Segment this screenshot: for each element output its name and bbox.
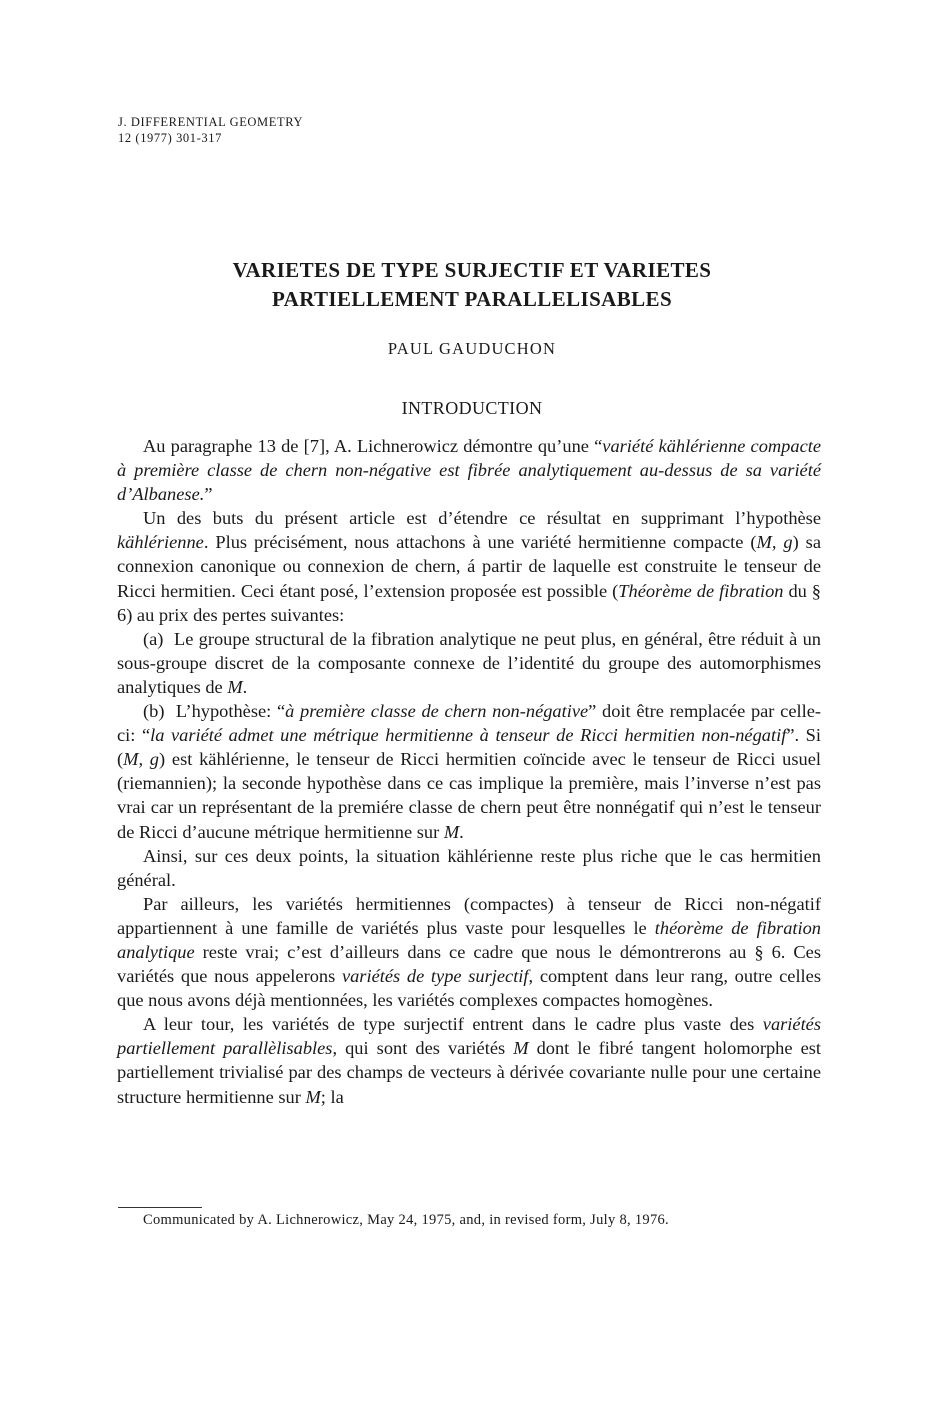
article-title — [0, 256, 944, 314]
footnote: Communicated by A. Lichnerowicz, May 24, 1975, and, in revised form, July 8, 1976. — [143, 1212, 669, 1228]
paragraph-4: Par ailleurs, les variétés hermitiennes (compactes) à tenseur de Ricci non-négatif appartiennent à une famille de variétés plus vaste pour lesquelles le théorème de fibration analytique reste vrai; c’est d’ailleurs dans ce cadre que nous le démontrerons au § 6. Ces variétés que nous appelerons variétés de type surjectif, comptent dans leur rang, outre celles que nous avons déjà mentionnées, les variétés complexes compactes homogènes. — [117, 893, 821, 1011]
title-line-2: PARTIELLEMENT PARALLELISABLES — [271, 287, 673, 311]
paragraph-5: A leur tour, les variétés de type surjectif entrent dans le cadre plus vaste des variétés partiellement parallèlisables, qui sont des variétés M dont le fibré tangent holomorphe est partiellement trivialisé par des champs de vecteurs à dérivée covariante nulle pour une certaine structure hermitienne sur M; la — [117, 1014, 821, 1107]
author-name: PAUL GAUDUCHON — [387, 339, 557, 358]
paragraph-3: Ainsi, sur ces deux points, la situation kählérienne reste plus riche que le cas hermitien général. — [117, 845, 821, 890]
item-label: (a) — [143, 628, 164, 649]
list-item-a: (a) Le groupe structural de la fibration analytique ne peut plus, en général, être réduit à un sous-groupe discret de la composante connexe de l’identité du groupe des automorphismes analytiques de M. — [117, 628, 821, 697]
journal-name: J. DIFFERENTIAL GEOMETRY — [118, 115, 304, 129]
section-heading: INTRODUCTION — [401, 398, 543, 418]
paragraph-2: Un des buts du présent article est d’étendre ce résultat en supprimant l’hypothèse kählérienne. Plus précisément, nous attachons à une variété hermitienne compacte (M, g) sa connexion canonique ou connexion de chern, á partir de laquelle est construite le tenseur de Ricci hermitien. Ceci étant posé, l’extension proposée est possible (Théorème de fibration du § 6) au prix des pertes suivantes: — [117, 508, 822, 625]
article-body — [117, 434, 821, 1109]
footnote-rule — [118, 1207, 202, 1208]
paragraph-1: Au paragraphe 13 de [7], A. Lichnerowicz démontre qu’une “variété kählérienne compacte à première classe de chern non-négative est fibrée analytiquement au-dessus de sa variété d’Albanese.” — [117, 436, 822, 505]
journal-citation: 12 (1977) 301-317 — [118, 131, 222, 145]
item-label: (b) — [143, 701, 165, 722]
list-item-b: (b) L’hypothèse: “à première classe de chern non-négative” doit être remplacée par celle-ci: “la variété admet une métrique hermitienne à tenseur de Ricci hermitien non-négatif”. Si (M, g) est kählérienne, le tenseur de Ricci hermitien coïncide avec le tenseur de Ricci usuel (riemannien); la seconde hypothèse dans ce cas implique la première, mais l’inverse n’est pas vrai car un représentant de la premiére classe de chern peut être nonnégatif qui n’est le tenseur de Ricci d’aucune métrique hermitienne sur M. — [117, 701, 821, 842]
title-line-1: VARIETES DE TYPE SURJECTIF ET VARIETES — [232, 258, 712, 282]
journal-header — [118, 114, 303, 146]
